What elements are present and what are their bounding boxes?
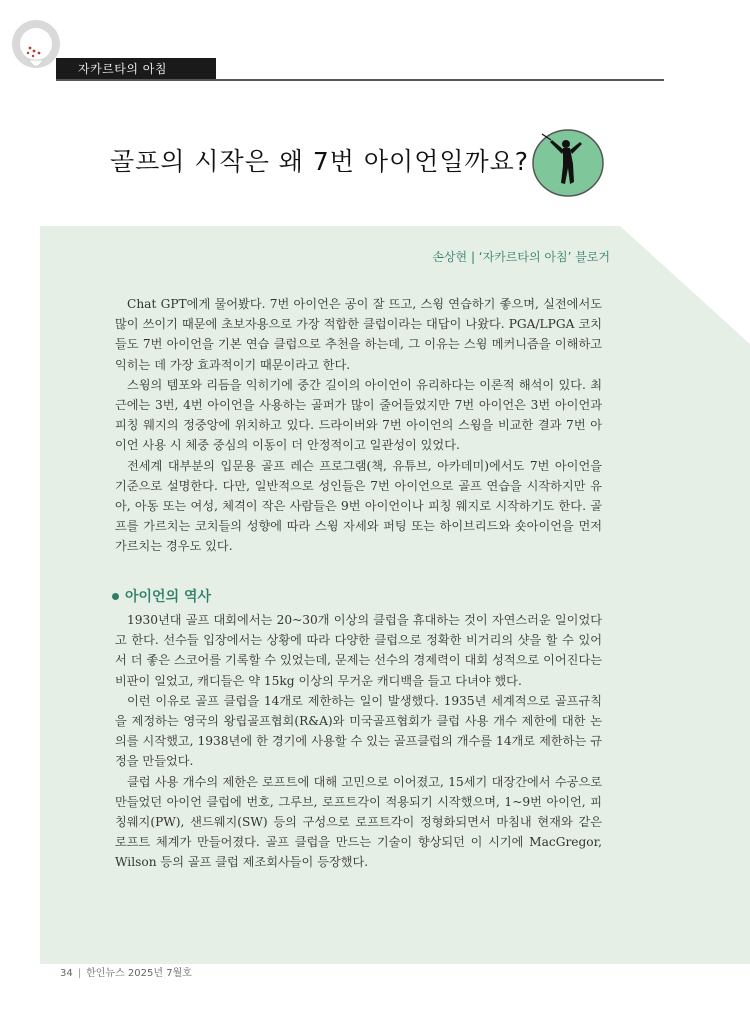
author-byline: 손상현 | ‘자카르타의 아침’ 블로거 bbox=[432, 250, 610, 264]
bullet-icon bbox=[112, 593, 119, 600]
golfer-silhouette-icon bbox=[530, 128, 606, 198]
history-section bbox=[115, 610, 602, 873]
body-paragraph: 전세계 대부분의 입문용 골프 레슨 프로그램(책, 유튜브, 아카데미)에서도 7번 아이언을 기준으로 설명한다. 다만, 일반적으로 성인들은 7번 아이언으로 골프 연습을 시작하지만 유아, 아동 또는 여성, 체격이 작은 사람들은 9번 아이언이나 피칭 웨지로 시작하기도 한다. 골프를 가르치는 코치들의 성향에 따라 스윙 자세와 퍼팅 또는 하이브리드와 숏아이언을 먼저 가르치는 경우도 있다. bbox=[115, 458, 602, 554]
publication-name: 한인뉴스 2025년 7월호 bbox=[86, 968, 192, 979]
page-footer bbox=[60, 964, 192, 979]
footer-separator: | bbox=[77, 968, 82, 979]
header-rule bbox=[56, 79, 664, 81]
body-paragraph: 스윙의 템포와 리듬을 익히기에 중간 길이의 아이언이 유리하다는 이론적 해석이 있다. 최근에는 3번, 4번 아이언을 사용하는 골퍼가 많이 줄어들었지만 7번 아이언은 3번 아이언과 피칭 웨지의 정중앙에 위치하고 있다. 드라이버와 7번 아이언의 스윙을 비교한 결과 7번 아이언 사용 시 체중 중심의 이동이 더 안정적이고 일관성이 있었다. bbox=[115, 377, 602, 453]
body-paragraph: Chat GPT에게 물어봤다. 7번 아이언은 공이 잘 뜨고, 스윙 연습하기 좋으며, 실전에서도 많이 쓰이기 때문에 초보자용으로 가장 적합한 클럽이라는 대답이 나왔다. PGA/LPGA 코치들도 7번 아이언을 기본 연습 클럽으로 추천을 하는데, 그 이유는 스윙 메커니즘을 이해하고 익히는 데 가장 효과적이기 때문이라고 한다. bbox=[115, 297, 602, 372]
page-number: 34 bbox=[60, 968, 73, 979]
body-paragraph: 클럽 사용 개수의 제한은 로프트에 대해 고민으로 이어졌고, 15세기 대장간에서 수공으로 만들었던 아이언 클럽에 번호, 그루브, 로프트각이 적용되기 시작했으며, 1~9번 아이언, 피칭웨지(PW), 샌드웨지(SW) 등의 구성으로 로프트각이 정형화되면서 마침내 현재와 같은 로프트 체계가 만들어졌다. 골프 클럽을 만드는 기술이 향상되던 이 시기에 MacGregor, Wilson 등의 골프 클럽 제조회사들이 등장했다. bbox=[115, 774, 602, 870]
section-tag: 자카르타의 아침 bbox=[56, 58, 216, 80]
intro-section bbox=[115, 294, 602, 557]
body-paragraph: 1930년대 골프 대회에서는 20~30개 이상의 클럽을 휴대하는 것이 자연스러운 일이었다고 한다. 선수들 입장에서는 상황에 따라 다양한 클럽으로 정확한 비거리의 샷을 할 수 있어서 더 좋은 스코어를 기록할 수 있었는데, 문제는 선수의 경제력이 대회 성적으로 이어진다는 비판이 일었고, 캐디들은 약 15kg 이상의 무거운 캐디백을 들고 다녀야 했다. bbox=[115, 613, 602, 688]
subheading-label: 아이언의 역사 bbox=[125, 589, 212, 605]
section-subheading bbox=[112, 586, 211, 606]
page-title: 골프의 시작은 왜 7번 아이언일까요? bbox=[110, 147, 530, 176]
body-paragraph: 이런 이유로 골프 클럽을 14개로 제한하는 일이 발생했다. 1935년 세계적으로 골프규칙을 제정하는 영국의 왕립골프협회(R&A)와 미국골프협회가 클럽 사용 개수 제한에 대한 논의를 시작했고, 1938년에 한 경기에 사용할 수 있는 골프클럽의 개수를 14개로 제한하는 규정을 만들었다. bbox=[115, 693, 602, 769]
